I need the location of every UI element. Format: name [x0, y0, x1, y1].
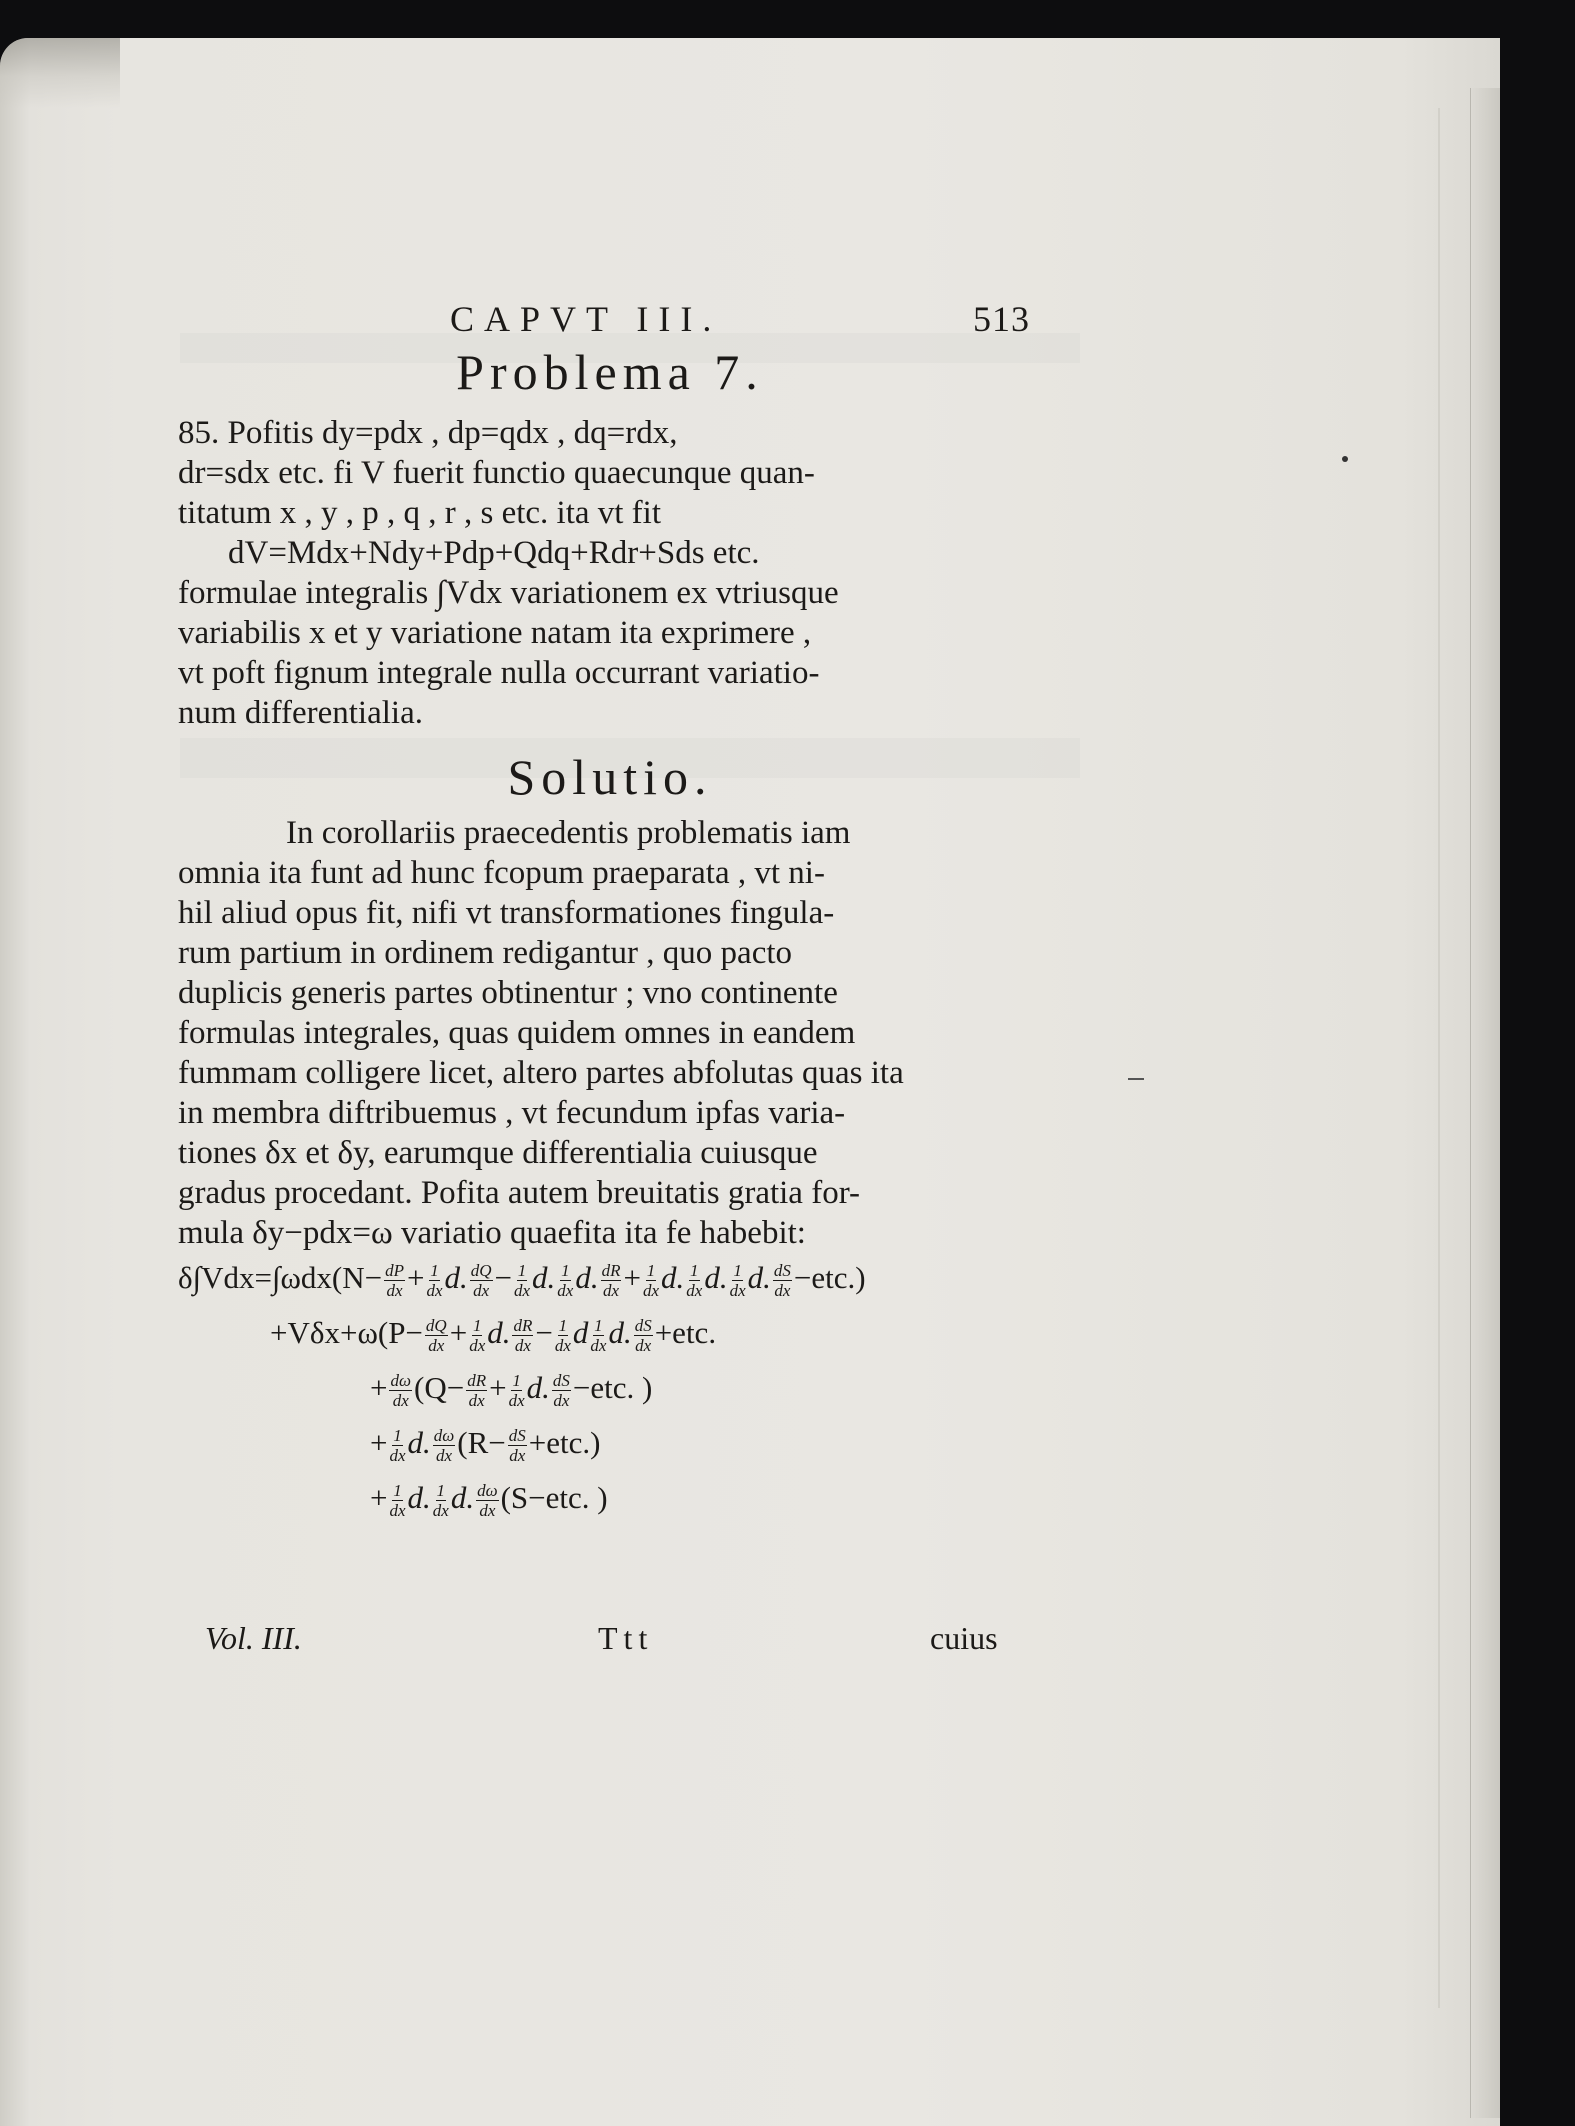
fraction-denominator: dx	[432, 1501, 449, 1521]
problem-line-2	[178, 453, 1028, 493]
text-segment: d.	[747, 1260, 771, 1295]
fraction	[512, 1316, 533, 1355]
text-segment: In corollariis praecedentis problematis iam	[286, 815, 851, 851]
fraction-numerator: dP	[385, 1261, 404, 1281]
text-segment: d.	[487, 1315, 511, 1350]
fraction	[773, 1261, 792, 1300]
fraction-denominator: dx	[473, 1281, 490, 1301]
fraction	[634, 1316, 653, 1355]
fraction-numerator: 1	[517, 1261, 527, 1281]
page-edge-shadow	[1438, 108, 1464, 2008]
problem-line-6	[178, 613, 1028, 653]
fraction	[425, 1316, 448, 1355]
solution-line-11	[178, 1213, 1028, 1253]
text-segment: rum partium in ordinem redigantur , quo pacto	[178, 935, 793, 971]
text-segment: −	[494, 1260, 512, 1295]
text-segment: d.	[526, 1370, 550, 1405]
signature-mark: Ttt	[598, 1620, 654, 1656]
text-segment: hil aliud opus fit, nifi vt transformationes fingula-	[178, 895, 835, 931]
formula-line-2	[270, 1313, 1120, 1355]
fraction-denominator: dx	[642, 1281, 660, 1301]
fraction-numerator: 1	[558, 1316, 568, 1336]
fraction-numerator: dS	[552, 1371, 570, 1391]
fraction-numerator: dR	[513, 1316, 533, 1336]
text-segment: +	[489, 1370, 507, 1405]
text-segment: gradus procedant. Pofita autem breuitatis gratia for-	[178, 1175, 861, 1211]
problem-line-4	[228, 533, 1078, 573]
text-segment: fummam colligere licet, altero partes abfolutas quas ita	[178, 1055, 904, 1091]
problem-line-5	[178, 573, 1028, 613]
fraction	[643, 1261, 659, 1300]
text-segment: variabilis x et y variatione natam ita exprimere ,	[178, 615, 812, 651]
text-segment: d	[572, 1315, 589, 1350]
text-segment: +	[370, 1370, 388, 1405]
fraction-denominator: dx	[479, 1501, 496, 1521]
fraction-denominator: dx	[590, 1336, 607, 1356]
fraction	[384, 1261, 405, 1300]
solution-line-6	[178, 1013, 1028, 1053]
fraction	[601, 1261, 622, 1300]
fraction-denominator: dx	[729, 1281, 746, 1301]
fraction-denominator: dx	[468, 1391, 485, 1411]
fraction	[433, 1481, 449, 1520]
text-segment: +	[370, 1425, 388, 1460]
text-segment: (Q−	[414, 1370, 465, 1405]
problem-line-7	[178, 653, 1028, 693]
solution-title: Solutio.	[507, 749, 713, 805]
fraction-numerator: 1	[393, 1481, 402, 1501]
formula-line-1	[178, 1258, 1028, 1300]
text-segment: −	[535, 1315, 553, 1350]
fraction-numerator: 1	[472, 1316, 482, 1336]
formula-line-3	[370, 1368, 1220, 1410]
fraction	[590, 1316, 606, 1355]
fraction-numerator: 1	[690, 1261, 699, 1281]
text-segment: d.	[704, 1260, 728, 1295]
text-segment: +etc.)	[528, 1425, 601, 1460]
fraction-denominator: dx	[557, 1281, 574, 1301]
solution-line-8	[178, 1093, 1028, 1133]
fraction-numerator: 1	[646, 1261, 656, 1281]
fraction	[389, 1481, 405, 1520]
fraction-denominator: dx	[514, 1281, 531, 1301]
text-segment: omnia ita funt ad hunc fcopum praeparata , vt ni-	[178, 855, 825, 891]
solution-line-10	[178, 1173, 1028, 1213]
fraction-denominator: dx	[686, 1281, 703, 1301]
fraction-denominator: dx	[436, 1446, 453, 1466]
fraction-numerator: dω	[477, 1481, 498, 1501]
fraction	[552, 1371, 571, 1410]
fraction	[686, 1261, 702, 1300]
running-header	[180, 293, 1030, 345]
text-segment: −etc. )	[572, 1370, 653, 1405]
text-segment: −etc.)	[793, 1260, 866, 1295]
fraction	[509, 1371, 525, 1410]
text-segment: d.	[575, 1260, 599, 1295]
fraction-numerator: 1	[733, 1261, 742, 1281]
margin-mark	[1128, 1078, 1144, 1080]
fraction-numerator: 1	[561, 1261, 570, 1281]
fraction	[555, 1316, 571, 1355]
page-number: 513	[973, 299, 1030, 339]
fraction-denominator: dx	[553, 1391, 570, 1411]
fraction-numerator: 1	[594, 1316, 603, 1336]
problem-line-8	[178, 693, 1028, 733]
fraction-denominator: dx	[509, 1446, 526, 1466]
text-segment: +	[449, 1315, 468, 1350]
fraction-numerator: 1	[512, 1371, 521, 1391]
page-edge	[1470, 88, 1500, 2118]
chapter-title: CAPVT III.	[450, 299, 722, 339]
fraction-numerator: 1	[393, 1426, 402, 1446]
fraction-denominator: dx	[428, 1336, 445, 1356]
fraction	[557, 1261, 573, 1300]
fraction-numerator: dR	[467, 1371, 487, 1391]
text-segment: mula δy−pdx=ω variatio quaefita ita fe habebit:	[178, 1215, 806, 1251]
problem-line-1	[178, 413, 1028, 453]
fraction	[469, 1316, 485, 1355]
fraction-denominator: dx	[508, 1391, 525, 1411]
fraction	[389, 1371, 412, 1410]
solution-line-3	[178, 893, 1028, 933]
fraction-numerator: dω	[433, 1426, 455, 1446]
text-segment: d.	[407, 1480, 431, 1515]
fraction-denominator: dx	[386, 1281, 403, 1301]
text-segment: dr=sdx etc. fi V fuerit functio quaecunque quan-	[178, 455, 815, 491]
text-segment: +Vδx+ω(P−	[270, 1315, 423, 1350]
fraction	[426, 1261, 442, 1300]
text-segment: d.	[532, 1260, 556, 1295]
solution-line-1	[286, 813, 1136, 853]
fraction-denominator: dx	[603, 1281, 620, 1301]
fraction	[470, 1261, 493, 1300]
text-segment: d.	[407, 1425, 431, 1460]
text-segment: d.	[450, 1480, 475, 1515]
fraction-numerator: dR	[601, 1261, 621, 1281]
fraction-numerator: dQ	[470, 1261, 492, 1281]
fraction	[508, 1426, 527, 1465]
fraction-denominator: dx	[426, 1281, 443, 1301]
text-segment: in membra diftribuemus , vt fecundum ipfas varia-	[178, 1095, 846, 1131]
problem-title: Problema 7.	[456, 344, 764, 400]
fraction-numerator: 1	[436, 1481, 446, 1501]
text-segment: titatum x , y , p , q , r , s etc. ita vt fit	[178, 495, 662, 531]
fraction-denominator: dx	[469, 1336, 486, 1356]
text-segment: num differentialia.	[178, 695, 423, 731]
fraction	[433, 1426, 456, 1465]
fraction	[466, 1371, 487, 1410]
ink-speck	[1342, 456, 1348, 462]
fraction-denominator: dx	[389, 1446, 406, 1466]
text-segment: d.	[444, 1260, 468, 1295]
solution-line-7	[178, 1053, 1028, 1093]
solution-line-9	[178, 1133, 1028, 1173]
text-segment: +	[370, 1480, 388, 1515]
catchword: cuius	[930, 1620, 998, 1656]
solution-line-5	[178, 973, 1028, 1013]
fraction-denominator: dx	[392, 1391, 409, 1411]
text-segment: (S−etc. )	[500, 1480, 608, 1515]
fraction-denominator: dx	[514, 1336, 531, 1356]
text-segment: dV=Mdx+Ndy+Pdp+Qdq+Rdr+Sds etc.	[228, 535, 760, 571]
text-segment: duplicis generis partes obtinentur ; vno continente	[178, 975, 838, 1011]
fraction-numerator: dS	[508, 1426, 526, 1446]
fraction-numerator: dS	[634, 1316, 652, 1336]
fraction-denominator: dx	[389, 1501, 406, 1521]
problem-line-3	[178, 493, 1028, 533]
text-segment: tiones δx et δy, earumque differentialia cuiusque	[178, 1135, 818, 1171]
fraction	[730, 1261, 746, 1300]
fraction-numerator: 1	[430, 1261, 439, 1281]
fraction-numerator: dQ	[425, 1316, 447, 1336]
text-segment: +	[406, 1260, 425, 1295]
fraction-denominator: dx	[554, 1336, 571, 1356]
fraction	[389, 1426, 405, 1465]
formula-line-5	[370, 1478, 1220, 1520]
volume-mark: Vol. III.	[205, 1620, 302, 1656]
text-segment: formulae integralis ∫Vdx variationem ex vtriusque	[178, 575, 839, 611]
text-segment: +etc.	[654, 1315, 717, 1350]
fraction-numerator: dω	[390, 1371, 411, 1391]
text-segment: +	[623, 1260, 641, 1295]
text-segment: (R−	[457, 1425, 506, 1460]
text-segment: δ∫Vdx=∫ωdx(N−	[178, 1260, 383, 1295]
fraction	[476, 1481, 499, 1520]
solution-line-2	[178, 853, 1028, 893]
fraction	[514, 1261, 530, 1300]
solution-line-4	[178, 933, 1028, 973]
text-segment: d.	[661, 1260, 685, 1295]
page-curl	[0, 38, 120, 108]
text-segment: d.	[608, 1315, 632, 1350]
fraction-denominator: dx	[635, 1336, 652, 1356]
fraction-denominator: dx	[774, 1281, 791, 1301]
text-segment: vt poft fignum integrale nulla occurrant variatio-	[178, 655, 820, 691]
formula-line-4	[370, 1423, 1220, 1465]
text-segment: formulas integrales, quas quidem omnes in eandem	[178, 1015, 856, 1051]
text-segment: 85. Pofitis dy=pdx , dp=qdx , dq=rdx,	[178, 415, 678, 451]
book-page	[0, 38, 1500, 2126]
fraction-numerator: dS	[773, 1261, 791, 1281]
